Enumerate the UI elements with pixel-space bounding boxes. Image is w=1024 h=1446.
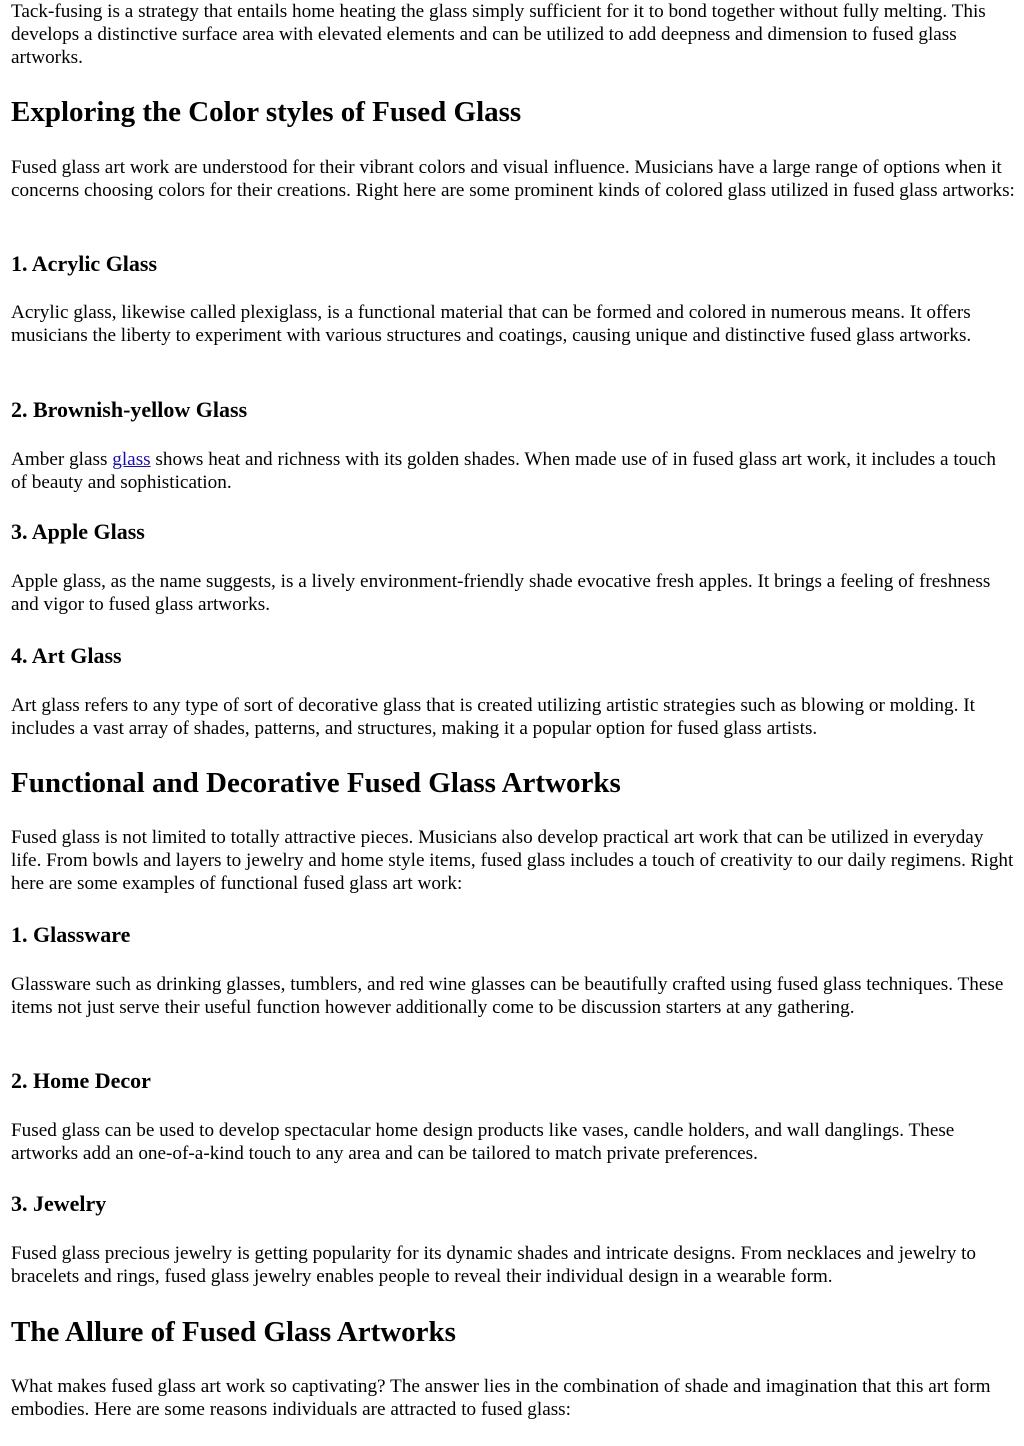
section-heading-colors: Exploring the Color styles of Fused Glass	[11, 96, 522, 128]
item-heading-art-glass: 4. Art Glass	[11, 643, 122, 668]
item-heading-brownish-yellow: 2. Brownish-yellow Glass	[11, 397, 248, 422]
amber-text-after: shows heat and richness with its golden shades. When made use of in fused glass art work, it includes a touch of beauty and sophistication.	[11, 449, 996, 493]
item-heading-home-decor: 2. Home Decor	[11, 1068, 151, 1093]
intro-paragraph: Tack-fusing is a strategy that entails home heating the glass simply sufficient for it to bond together without fully melting. This develops a distinctive surface area with elevated elements and can be utilized to add deepness and dimension to fused glass artworks.	[11, 1, 986, 68]
colors-intro-paragraph: Fused glass art work are understood for their vibrant colors and visual influence. Musicians have a large range of options when it concerns choosing colors for their creations. Right here are some prominent kinds of colored glass utilized in fused glass artworks:	[11, 157, 1015, 201]
item-text-glassware: Glassware such as drinking glasses, tumblers, and red wine glasses can be beautifully crafted using fused glass techniques. These items not just serve their useful function however additionally come to be discussion starters at any gathering.	[11, 974, 1004, 1018]
item-text-acrylic: Acrylic glass, likewise called plexiglass, is a functional material that can be formed and colored in numerous means. It offers musicians the liberty to experiment with various structures and coatings, causing unique and distinctive fused glass artworks.	[11, 302, 972, 346]
allure-intro-paragraph: What makes fused glass art work so captivating? The answer lies in the combination of shade and imagination that this art form embodies. Here are some reasons individuals are attracted to fused glass:	[11, 1376, 991, 1420]
item-text-brownish-yellow	[11, 448, 1016, 494]
item-text-art-glass: Art glass refers to any type of sort of decorative glass that is created utilizing artistic strategies such as blowing or molding. It includes a vast array of shades, patterns, and structures, making it a popular option for fused glass artists.	[11, 695, 975, 739]
item-text-apple: Apple glass, as the name suggests, is a lively environment-friendly shade evocative fresh apples. It brings a feeling of freshness and vigor to fused glass artworks.	[11, 571, 991, 615]
amber-text-before: Amber glass	[11, 449, 113, 470]
section-heading-functional: Functional and Decorative Fused Glass Artworks	[11, 767, 621, 799]
section-heading-allure: The Allure of Fused Glass Artworks	[11, 1316, 456, 1348]
item-heading-glassware: 1. Glassware	[11, 922, 131, 947]
item-text-home-decor: Fused glass can be used to develop spectacular home design products like vases, candle holders, and wall danglings. These artworks add an one-of-a-kind touch to any area and can be tailored to match private preferences.	[11, 1120, 955, 1164]
item-heading-jewelry: 3. Jewelry	[11, 1191, 107, 1216]
functional-intro-paragraph: Fused glass is not limited to totally attractive pieces. Musicians also develop practical art work that can be utilized in everyday life. From bowls and layers to jewelry and home style items, fused glass includes a touch of creativity to our daily regimens. Right here are some examples of functional fused glass art work:	[11, 827, 1014, 894]
item-text-jewelry: Fused glass precious jewelry is getting popularity for its dynamic shades and intricate designs. From necklaces and jewelry to bracelets and rings, fused glass jewelry enables people to reveal their individual design in a wearable form.	[11, 1243, 977, 1287]
item-heading-acrylic: 1. Acrylic Glass	[11, 251, 158, 276]
item-heading-apple: 3. Apple Glass	[11, 519, 145, 544]
glass-link[interactable]: glass	[112, 449, 151, 470]
